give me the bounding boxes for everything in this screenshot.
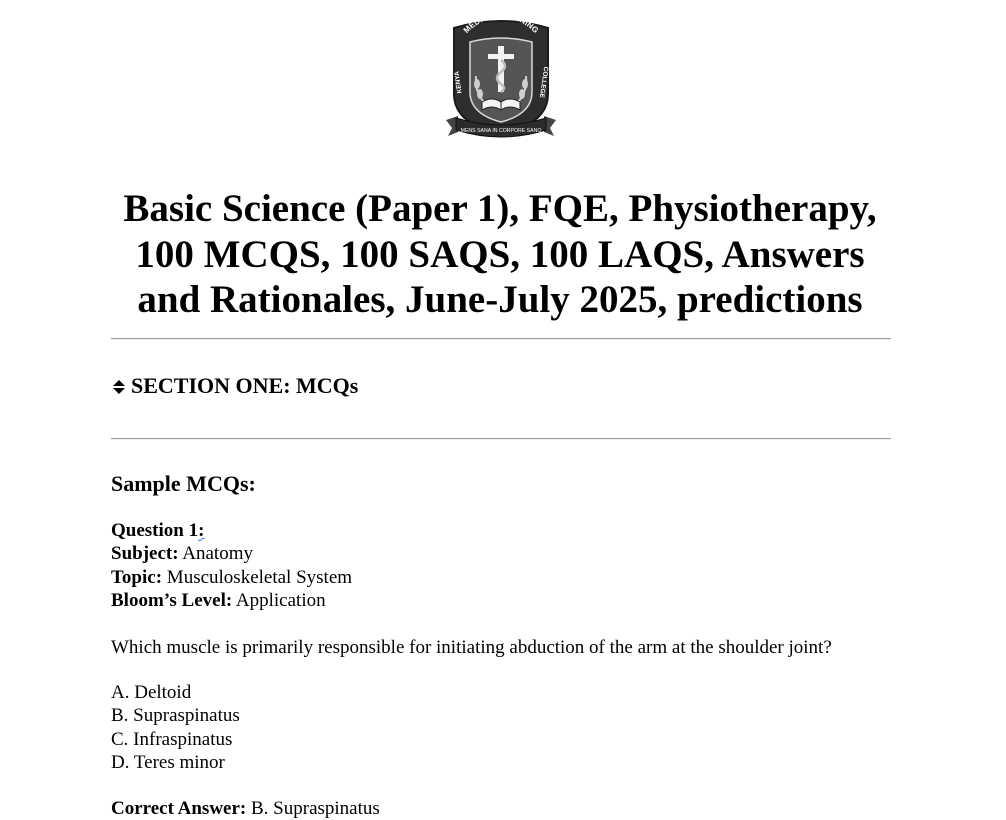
college-logo	[444, 14, 558, 140]
topic-line	[111, 566, 352, 589]
question-meta	[111, 519, 352, 612]
question-number	[111, 519, 352, 542]
question-stem: Which muscle is primarily responsible for initiating abduction of the arm at the shoulder joint?	[111, 637, 832, 658]
college-crest-icon	[444, 14, 558, 140]
question-number-label: Question 1	[111, 520, 199, 541]
blooms-level-label: Bloom’s Level:	[111, 589, 233, 611]
blooms-level-value: Application	[235, 589, 326, 611]
logo-right-text: COLLEGE	[537, 66, 550, 99]
document-title: Basic Science (Paper 1), FQE, Physiotherapy, 100 MCQS, 100 SAQS, 100 LAQS, Answers and Rationales, June-July 2025, predictions	[123, 187, 877, 321]
horizontal-divider	[111, 438, 891, 440]
topic-value: Musculoskeletal System	[166, 566, 353, 588]
subject-value: Anatomy	[182, 543, 253, 565]
option-d: D. Teres minor	[111, 751, 225, 773]
section-heading-text: SECTION ONE: MCQs	[131, 373, 359, 398]
horizontal-divider	[111, 338, 891, 340]
subject-line	[111, 542, 352, 565]
option-c: C. Infraspinatus	[111, 728, 233, 750]
diamond-bullet-icon	[111, 374, 131, 402]
logo-motto: MENS SANA IN CORPORE SANO	[460, 128, 542, 134]
section-heading	[111, 372, 358, 402]
correct-answer-value: B. Supraspinatus	[251, 798, 380, 819]
question-number-suffix: :	[198, 520, 205, 541]
option-a: A. Deltoid	[111, 682, 192, 703]
logo-top-text: MEDICAL TRAINING	[461, 14, 541, 35]
option-b: B. Supraspinatus	[111, 705, 240, 727]
subject-label: Subject:	[111, 543, 179, 565]
correct-answer-label: Correct Answer:	[111, 798, 247, 819]
answer-options	[111, 681, 240, 774]
topic-label: Topic:	[111, 566, 163, 588]
blooms-level-line	[111, 589, 352, 612]
sample-mcqs-heading: Sample MCQs:	[111, 471, 256, 496]
logo-left-text: KENYA	[453, 70, 464, 94]
